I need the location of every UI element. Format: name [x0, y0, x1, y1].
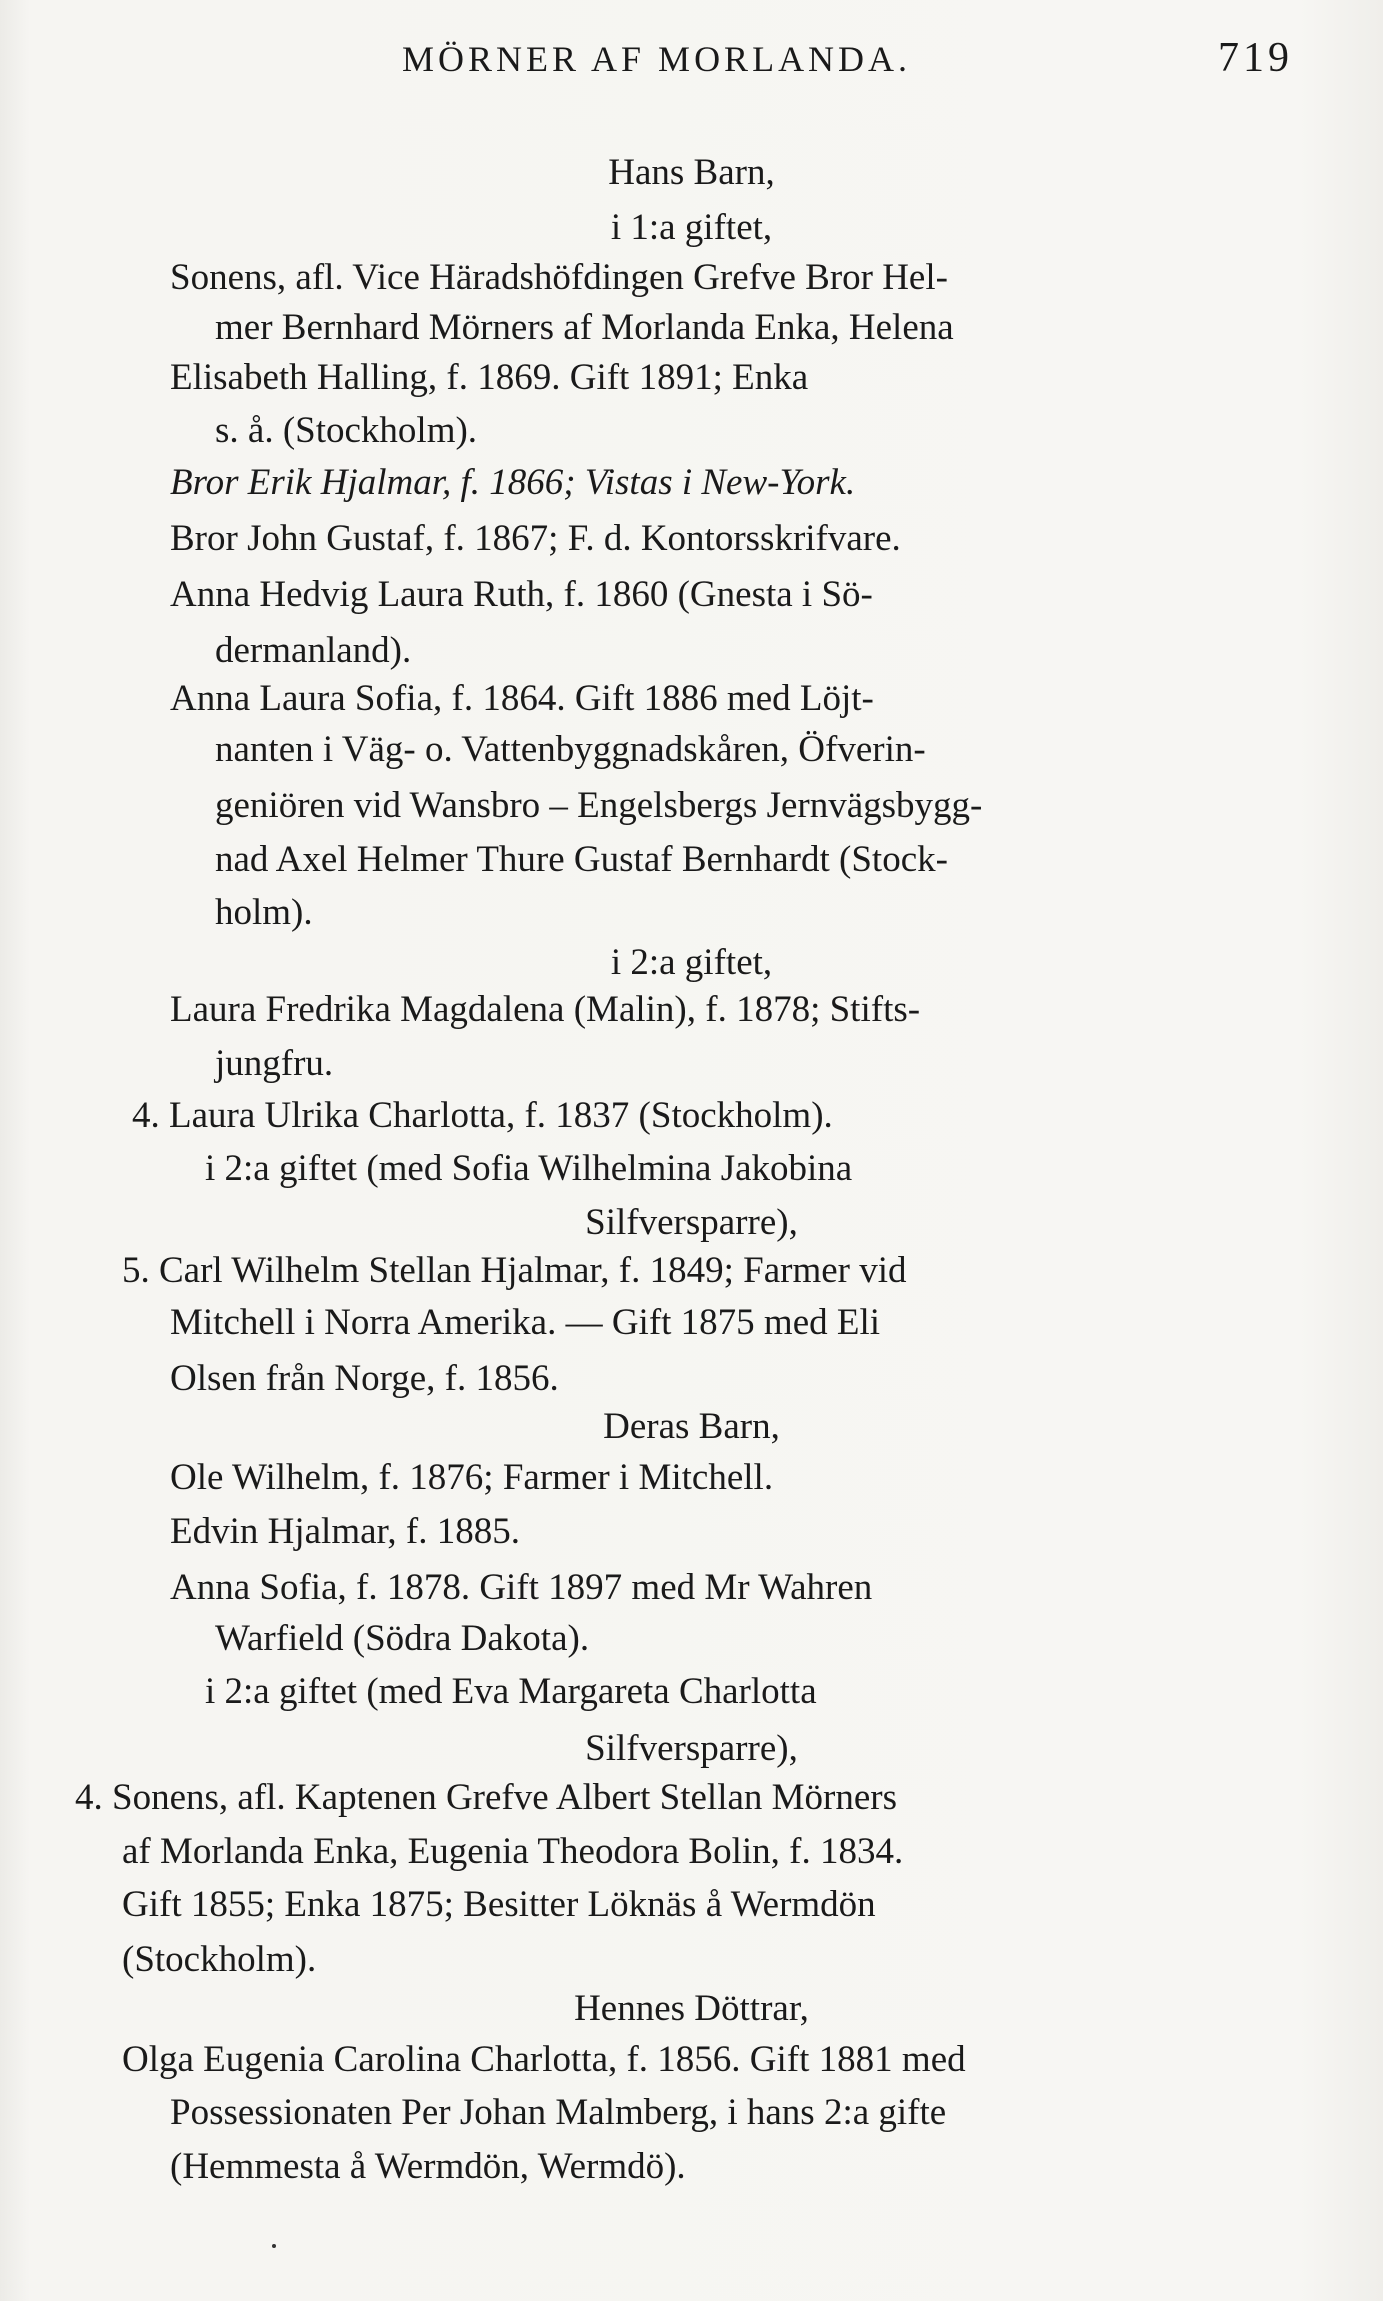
text-line: Hennes Döttrar,	[574, 1988, 809, 2029]
text-line: Hans Barn,	[608, 152, 775, 193]
bleed-through-shadow	[250, 20, 1350, 26]
text-line: Silfversparre),	[585, 1202, 798, 1243]
text-line: Bror John Gustaf, f. 1867; F. d. Kontorsskrifvare.	[170, 518, 901, 559]
text-line: Olga Eugenia Carolina Charlotta, f. 1856. Gift 1881 med	[122, 2039, 966, 2080]
text-line: Elisabeth Halling, f. 1869. Gift 1891; Enka	[170, 357, 809, 398]
text-line: Possessionaten Per Johan Malmberg, i hans 2:a gifte	[170, 2092, 947, 2133]
text-line: Deras Barn,	[603, 1406, 780, 1447]
text-line: Gift 1855; Enka 1875; Besitter Löknäs å Wermdön	[122, 1884, 876, 1925]
text-line: af Morlanda Enka, Eugenia Theodora Bolin, f. 1834.	[122, 1831, 904, 1872]
text-line: Olsen från Norge, f. 1856.	[170, 1358, 559, 1399]
text-line: 4. Sonens, afl. Kaptenen Grefve Albert Stellan Mörners	[75, 1777, 898, 1818]
text-line: i 1:a giftet,	[610, 207, 773, 248]
text-line: (Stockholm).	[122, 1939, 317, 1980]
text-line: dermanland).	[215, 630, 412, 671]
text-line: Laura Fredrika Magdalena (Malin), f. 1878; Stifts-	[170, 989, 921, 1030]
text-line: Sonens, afl. Vice Häradshöfdingen Grefve Bror Hel-	[170, 257, 948, 298]
text-line: Mitchell i Norra Amerika. — Gift 1875 med Eli	[170, 1302, 881, 1343]
text-line: Anna Laura Sofia, f. 1864. Gift 1886 med Löjt-	[170, 678, 874, 719]
text-line: 5. Carl Wilhelm Stellan Hjalmar, f. 1849; Farmer vid	[122, 1250, 907, 1291]
text-line: Ole Wilhelm, f. 1876; Farmer i Mitchell.	[170, 1457, 774, 1498]
text-line: i 2:a giftet (med Eva Margareta Charlotta	[205, 1671, 817, 1712]
text-line: mer Bernhard Mörners af Morlanda Enka, Helena	[215, 307, 954, 348]
text-line: holm).	[215, 892, 313, 933]
running-title: MÖRNER AF MORLANDA.	[402, 39, 912, 79]
text-line: 4. Laura Ulrika Charlotta, f. 1837 (Stockholm).	[132, 1095, 833, 1136]
text-line: Warfield (Södra Dakota).	[215, 1618, 590, 1659]
text-line: Anna Sofia, f. 1878. Gift 1897 med Mr Wahren	[170, 1567, 873, 1608]
text-line: i 2:a giftet,	[610, 942, 773, 983]
text-line: Edvin Hjalmar, f. 1885.	[170, 1511, 520, 1552]
text-line: nad Axel Helmer Thure Gustaf Bernhardt (Stock-	[215, 839, 948, 880]
text-line: nanten i Väg- o. Vattenbyggnadskåren, Öfverin-	[215, 729, 926, 770]
printer-speck	[272, 2244, 276, 2248]
text-line: i 2:a giftet (med Sofia Wilhelmina Jakobina	[205, 1148, 853, 1189]
text-line: geniören vid Wansbro – Engelsbergs Jernvägsbygg-	[215, 785, 983, 826]
text-line: Bror Erik Hjalmar, f. 1866; Vistas i New-York.	[170, 462, 856, 503]
text-line: Silfversparre),	[585, 1728, 798, 1769]
text-line: s. å. (Stockholm).	[215, 410, 478, 451]
page-header	[402, 30, 1293, 90]
text-line: jungfru.	[215, 1043, 334, 1084]
page-number: 719	[1218, 35, 1293, 81]
text-line: Anna Hedvig Laura Ruth, f. 1860 (Gnesta i Sö-	[170, 574, 873, 615]
text-line: (Hemmesta å Wermdön, Wermdö).	[170, 2146, 686, 2187]
